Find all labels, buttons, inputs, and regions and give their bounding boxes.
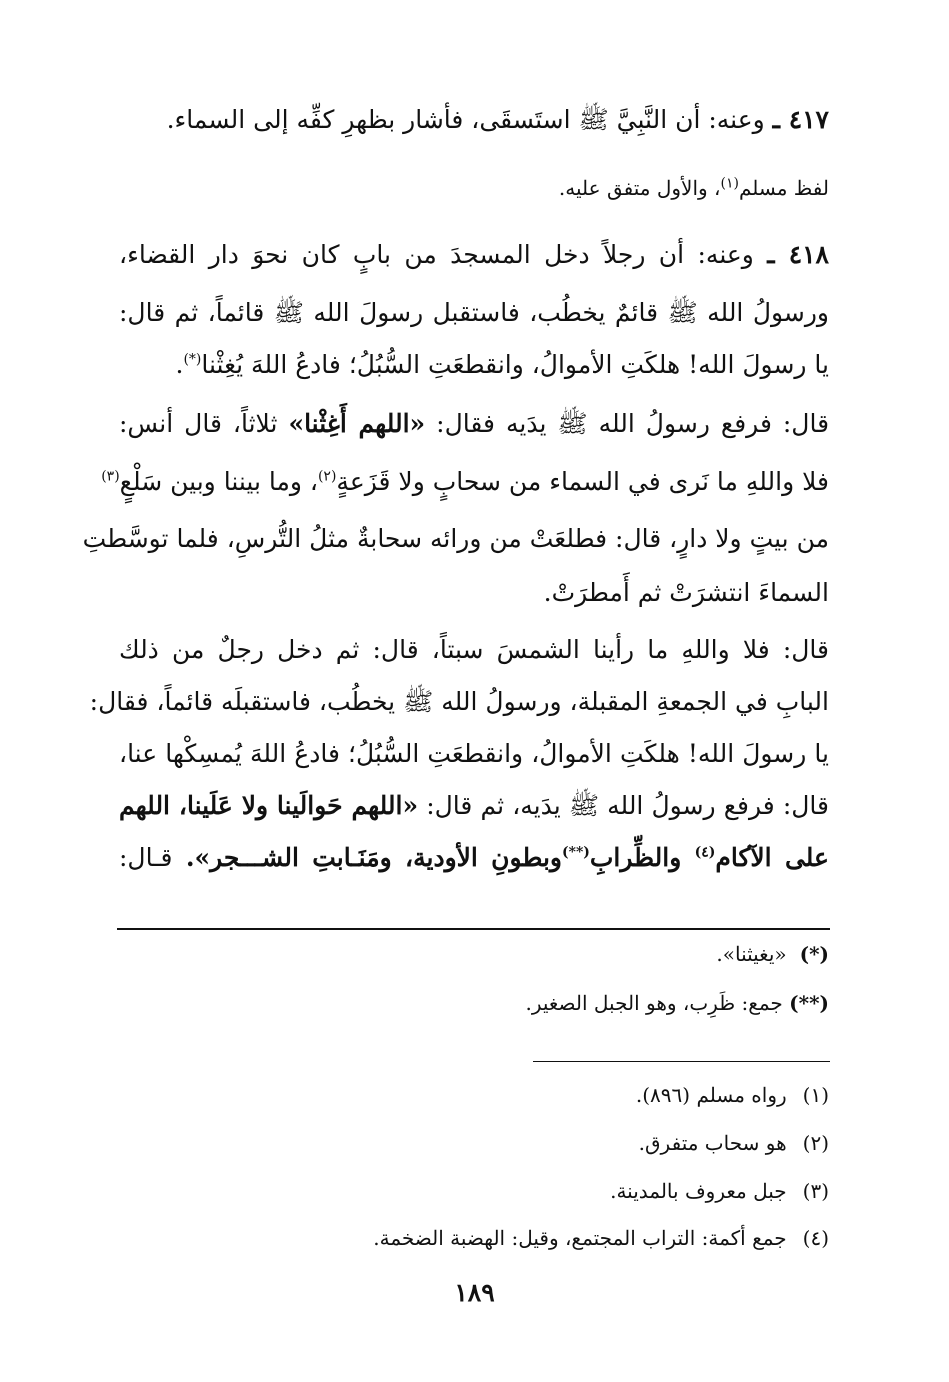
hadith-418-p3-line-2: البابِ في الجمعةِ المقبلة، ورسولُ الله ﷺ يخطُب، فاستقبلَه قائماً، فقال: <box>89 687 829 716</box>
editor-note: (**) جمع: ظَرِب، وهو الجبل الصغير. <box>525 991 829 1015</box>
hadith-417-line-1 <box>167 100 829 140</box>
footnote: (٤) جمع أكمة: التراب المجتمع، وقيل: الهضبة الضخمة. <box>373 1226 829 1250</box>
hadith-418-p3-line-4: قال: فرفع رسولُ الله ﷺ يدَيه، ثم قال: «اللهم حَوالَينا ولا عَلَينا، اللهم <box>119 791 829 820</box>
hadith-418-p2-line-2: فلا واللهِ ما نَرى في السماء من سحابٍ ولا قَزَعةٍ$^{(٢)}$، وما بيننا وبين سَلْعٍ$^{(٣)}$ <box>101 467 829 496</box>
footnote: (٣) جبل معروف بالمدينة. <box>610 1179 829 1203</box>
footnote: (١) رواه مسلم (٨٩٦). <box>635 1083 829 1107</box>
hadith-418-p3-line-3: يا رسولَ الله! هلكَتِ الأموالُ، وانقطعَتِ السُّبُلُ؛ فادعُ اللهَ يُمسِكْها عنا، <box>119 739 829 768</box>
hadith-418-number: ٤١٨ ـ <box>767 240 829 269</box>
footnote-ref-4[interactable]: (٤) <box>694 844 716 861</box>
hadith-418-p3-line-5: على الآكام$^{(٤)}$ والظِّرابِ(**)وبطونِ الأودية، ومَنَـابتِ الشـــجر». قـال: <box>119 843 829 872</box>
editor-note-ref-1[interactable]: (*) <box>183 351 202 368</box>
hadith-418-line-3: يا رسولَ الله! هلكَتِ الأموالُ، وانقطعَتِ السُّبُلُ؛ فادعُ اللهَ يُغِثْنا(*). <box>175 350 829 379</box>
editor-note: (*) «يغيثنا». <box>716 942 829 966</box>
hadith-417-line-2: لفظ مسلم$^{(١)}$، والأول متفق عليه. <box>558 175 829 200</box>
hadith-417-text: وعنه: أن النَّبِيَّ ﷺ استَسقَى، فأشار بظهرِ كفِّه إلى السماء. <box>166 105 765 134</box>
hadith-418-p3-line-1: قال: فلا واللهِ ما رأينا الشمسَ سبتاً، قال: ثم دخل رجلٌ من ذلك <box>119 635 829 664</box>
hadith-417-number: ٤١٧ ـ <box>772 105 829 134</box>
hadith-418-p2-line-1: قال: فرفع رسولُ الله ﷺ يدَيه فقال: «اللهم أَغِثْنا» ثلاثاً، قال أنس: <box>119 409 830 438</box>
page-number: ١٨٩ <box>454 1278 495 1307</box>
footnote-separator-thin <box>533 1061 830 1062</box>
footnote-ref-2[interactable]: (٢) <box>317 468 337 485</box>
hadith-418-p2-line-4: السماءَ انتشرَتْ ثم أَمطرَتْ. <box>543 578 829 607</box>
footnote-ref-1[interactable]: (١) <box>720 175 739 192</box>
hadith-418-line-2: ورسولُ الله ﷺ قائمٌ يخطُب، فاستقبل رسولَ الله ﷺ قائماً، ثم قال: <box>119 298 829 327</box>
hadith-418-p2-line-3: من بيتٍ ولا دارٍ، قال: فطلعَتْ من ورائه سحابةٌ مثلُ التُّرسِ، فلما توسَّطتِ <box>82 524 829 553</box>
hadith-418-line-1: ٤١٨ ـ وعنه: أن رجلاً دخل المسجدَ من بابٍ كان نحوَ دار القضاء، <box>119 240 829 269</box>
editor-note-ref-2[interactable]: (**) <box>562 844 590 861</box>
footnote-ref-3[interactable]: (٣) <box>101 468 120 485</box>
footnote: (٢) هو سحاب متفرق. <box>638 1131 829 1155</box>
footnote-separator-thick <box>117 928 830 930</box>
